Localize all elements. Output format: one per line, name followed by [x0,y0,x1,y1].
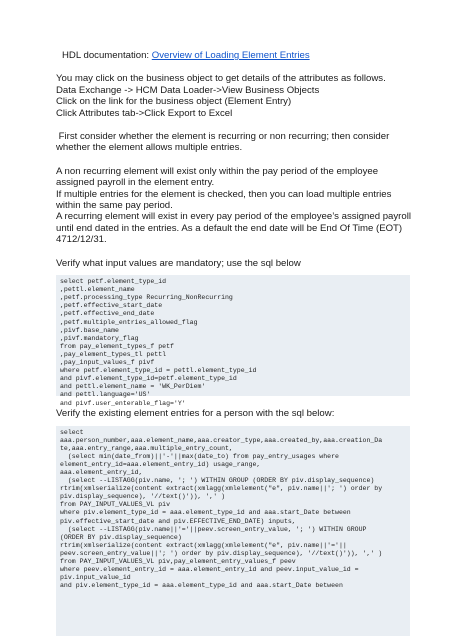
paragraph-line: A non recurring element will exist only within the pay period of the employee [56,165,379,177]
code-line: from PAY_INPUT_VALUES_VL piv [60,501,171,509]
code-line: aaa.element_entry_id, [60,468,143,476]
paragraph-line: Click Attributes tab->Click Export to Excel [56,107,233,119]
hdl-documentation-line [62,50,424,61]
code-line: te,aaa.entry_range,aaa.multiple_entry_count, [60,444,233,452]
code-line: ,petf.effective_end_date [60,310,155,318]
paragraph-line: You may click on the business object to get details of the attributes as follows. [56,73,386,85]
code-line: from pay_element_types_f petf [60,342,174,350]
paragraph-line: 4712/12/31. [56,234,107,246]
code-line: ,pay_element_types_tl pettl [60,350,167,358]
overview-loading-element-entries-link[interactable]: Overview of Loading Element Entries [151,50,310,61]
verify-existing-entries-heading: Verify the existing element entries for a person with the sql below: [56,408,335,420]
code-line: rtrim(xmlserialize(content extract(xmlagg(xmlelement("e", piv.name||'='|| [60,541,347,549]
code-line: and pivf.element_type_id=petf.element_type_id [60,375,237,383]
paragraph-line: until end dated in the entries. As a default the end date will be End Of Time (EOT) [56,222,403,234]
code-line: ,petf.effective_start_date [60,302,163,310]
code-line: peev.screen_entry_value||'; ') order by piv.display_sequence), '//text()')), ',' ) [60,549,383,557]
code-line: from PAY_INPUT_VALUES_VL piv,pay_element_entry_values_f peev [60,558,296,565]
paragraph-line: assigned payroll in the element entry. [56,177,215,189]
code-line: and pettl.language='US' [60,391,151,399]
code-line: (ORDER BY piv.display_sequence) [60,533,182,541]
code-line: (select --LISTAGG(piv.name, '; ') WITHIN GROUP (ORDER BY piv.display_sequence) [60,477,375,485]
code-line: and pettl.element_name = 'WK_PerDiem' [60,383,206,391]
code-line: ,petf.multiple_entries_allowed_flag [60,318,198,326]
code-line: piv.effective_start_date and piv.EFFECTIVE_END_DATE) inputs, [60,517,296,525]
paragraph-line: whether the element allows multiple entries. [56,142,243,154]
code-line: ,petf.processing_type Recurring_NonRecurring [60,294,233,302]
code-line: element_entry_id=aaa.element_entry_id) usage_range, [60,460,261,468]
paragraph-line: If multiple entries for the element is checked, then you can load multiple entries [56,188,392,200]
code-line: where petf.element_type_id = pettl.element_type_id [60,367,257,375]
code-line: (select min(date_from)||'-'||max(date_to) from pay_entry_usages where [60,452,339,460]
code-line: piv.display_sequence), '//text()')), ',' ) [60,493,226,501]
paragraph-line: A recurring element will exist in every pay period of the employee’s assigned payroll [56,211,411,223]
code-line: ,pivf.mandatory_flag [60,334,139,342]
sql-code-block-mandatory-inputs [56,275,410,407]
code-line: (select --LISTAGG(piv.name||'='||peev.screen_entry_value, '; ') WITHIN GROUP [60,525,367,533]
code-line: select [60,428,84,436]
code-line: ,pettl.element_name [60,286,135,294]
code-line: aaa.person_number,aaa.element_name,aaa.creator_type,aaa.created_by,aaa.creation_Da [60,436,383,444]
code-line: select petf.element_type_id [60,278,167,286]
code-line: piv.input_value_id [60,574,131,582]
code-line: where peev.element_entry_id = aaa.element_entry_id and peev.input_value_id = [60,566,359,574]
code-line: ,pay_input_values_f pivf [60,359,155,367]
paragraph-line: within the same pay period. [56,200,173,212]
hdl-documentation-label: HDL documentation: [62,50,152,61]
code-line: and pivf.user_enterable_flag='Y' [60,399,186,407]
sql-code-block-existing-entries [56,426,410,636]
business-object-instructions [56,73,424,119]
recurring-explanation-paragraph [56,166,424,246]
code-line: ,pivf.base_name [60,326,119,334]
paragraph-line: Click on the link for the business object (Element Entry) [56,96,292,108]
code-line: where piv.element_type_id = aaa.element_type_id and aaa.start_Date between [60,509,351,517]
recurring-consideration-paragraph [56,131,424,154]
paragraph-line: Data Exchange -> HCM Data Loader->View Business Objects [56,84,320,96]
code-line: and piv.element_type_id = aaa.element_type_id and aaa.start_Date between [60,582,343,590]
verify-mandatory-heading: Verify what input values are mandatory; use the sql below [56,257,301,269]
code-line: rtrim(xmlserialize(content extract(xmlagg(xmlelement("e", piv.name||'; ') order by [60,485,383,493]
paragraph-line: First consider whether the element is recurring or non recurring; then consider [56,131,390,143]
